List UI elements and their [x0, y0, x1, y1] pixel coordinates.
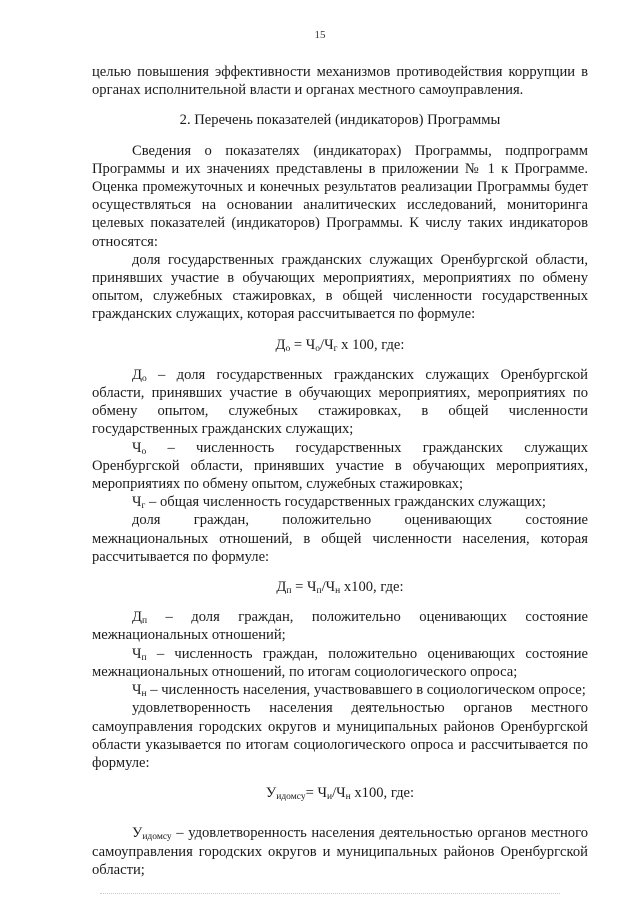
formula-2: $Д_п = Ч_п/Ч_н$ х100, где: [276, 579, 404, 597]
definition-ch-n: $Ч_н$ – численность населения, участвовавшего в социологическом опросе; [132, 682, 586, 700]
definition-d-o: $Д_о$ – доля государственных гражданских служащих Оренбургской области, принявших участие в обучающих мероприятиях, мероприятиях по обмену опытом, служебных стажировках, в общей численности государственных гражданских служащих; [92, 366, 588, 438]
definition-d-p: $Д_п$ – доля граждан, положительно оценивающих состояние межнациональных отношений; [92, 609, 588, 644]
section-heading: 2. Перечень показателей (индикаторов) Программы [179, 112, 501, 129]
document-body [92, 63, 588, 879]
formula-1: $Д_о = Ч_о/Ч_г$ х 100, где: [275, 336, 405, 354]
definition-u-idomsu: $У_{идомсу}$ – удовлетворенность населения деятельностью органов местного самоуправления городских округов и муниципальных районов Оренбургской области; [92, 825, 588, 878]
formula-3: $У_{идомсу}= Ч_и/Ч_н$ х100, где: [265, 785, 415, 803]
indicator-item-3: удовлетворенность населения деятельностью органов местного самоуправления городских округов и муниципальных районов Оренбургской области указывается по итогам социологического опроса и рассчитывается по формуле: [92, 700, 588, 771]
scan-artifact-line [100, 893, 560, 896]
definition-ch-o: $Ч_о$ – численность государственных гражданских служащих Оренбургской области, принявших участие в обучающих мероприятиях, мероприятиях по обмену опытом, служебных стажировках; [92, 439, 588, 493]
definition-ch-g: $Ч_г$ – общая численность государственных гражданских служащих; [132, 494, 546, 512]
definition-ch-p: $Ч_п$ – численность граждан, положительно оценивающих состояние межнациональных отношений, по итогам социологического опроса; [92, 645, 588, 680]
indicator-item-2: доля граждан, положительно оценивающих состояние межнациональных отношений, в общей численности населения, которая рассчитывается по формуле: [92, 512, 588, 565]
intro-paragraph: целью повышения эффективности механизмов противодействия коррупции в органах исполнительной власти и органах местного самоуправления. [92, 64, 588, 99]
indicator-item-1: доля государственных гражданских служащих Оренбургской области, принявших участие в обучающих мероприятиях, мероприятиях по обмену опытом, служебных стажировках, в общей численности государственных гражданских служащих, которая рассчитывается по формуле: [92, 251, 588, 323]
page-number: 15 [314, 29, 326, 41]
indicators-paragraph: Сведения о показателях (индикаторах) Программы, подпрограмм Программы и их значениях представлены в приложении № 1 к Программе. Оценка промежуточных и конечных результатов реализации Программы будет осуществляться на основании аналитических исследований, мониторинга целевых показателей (индикаторов) Программы. К числу таких индикаторов относятся: [92, 142, 588, 250]
